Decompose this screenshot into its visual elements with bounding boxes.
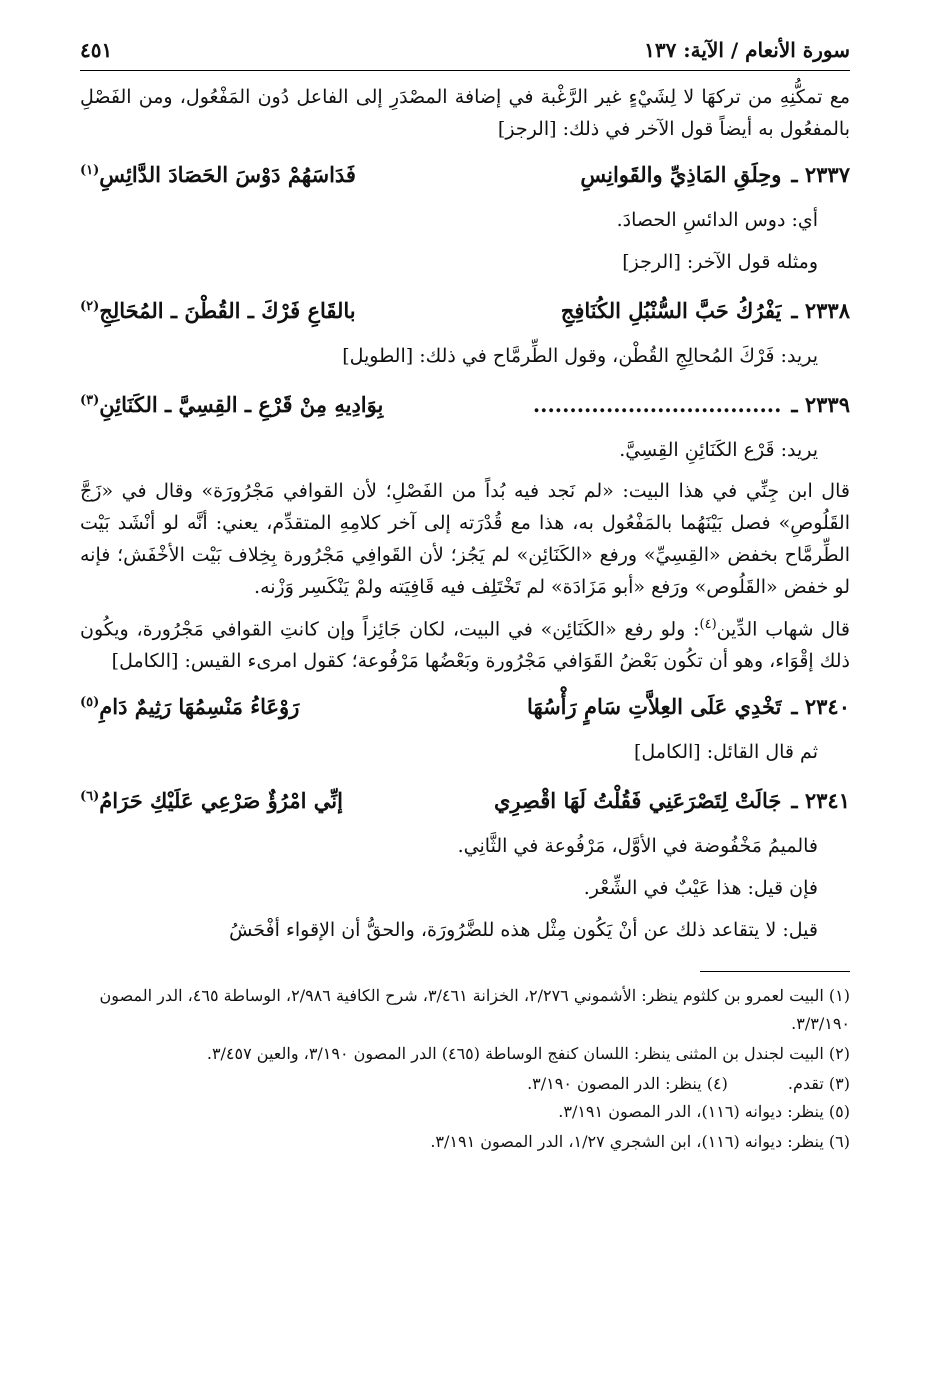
footnote-separator [700,971,850,972]
book-page [80,30,850,1158]
footnote-mark: (٢) [80,299,100,314]
paragraph: أي: دوس الدائسِ الحصادَ. [616,209,818,231]
paragraph: فالميمُ مَخْفُوضة في الأوَّل، مَرْفُوعة في الثَّانِي. [457,835,818,858]
verse-2338 [80,287,850,331]
verse-first-hemistich: .................................. [532,392,782,417]
verse-2341 [80,777,850,821]
paragraph: قال شهاب الدِّين$^{(٤)}$: ولو رفع «الكَنَائِن» في البيت، لكان جَائِزاً وإن كانتِ القوافي مَجْرُورة، ويكُون ذلك إقْوَاء، وهو أن تكُون بَعْضُ القَوَافي مَجْرُورة وبَعْضُها مَرْفُوعة؛ كقول امرىء القيس: [الكامل] [80,617,850,673]
footnote-3: (٣) تقدم. [787,1074,850,1094]
paragraph: مع تمكُّنِهِ من تركهَا لا لِشَيْءٍ غير الرَّغْبة في إضافة المصْدَرِ إلى الفاعل دُون المَفْعُول، ومن الفَصْلِ بالمفعُول به أيضاً قول الآخر في ذلك: [الرجز] [80,86,850,140]
surah-title: سورة الأنعام / الآية: ١٣٧ [644,38,850,62]
verse-number: ٢٣٣٨ ـ [791,298,850,323]
footnote-mark: (٤) [699,617,717,632]
verse-first-hemistich: جَالَتْ لِتَصْرَعَنِي فَقُلْتُ لَهَا اقْصِرِي [494,788,782,814]
verse-first-hemistich: وحِلَقِ المَاذِيِّ والقَوانِسِ [580,162,782,187]
footnote-mark: (٥) [80,695,100,711]
paragraph: قيل: لا يتقاعد ذلك عن أنْ يَكُون مِثْل هذه للضَّرُورَة، والحقُّ أن الإقواء أفْحَشُ [229,919,818,942]
paragraph: قال ابن جِنِّي في هذا البيت: «لم نَجد فيه بُداً من الفَصْلِ؛ لأن القوافي مَجْرُورَة» وقال في «زَجَّ القَلُوصِ» فصل بَيْنَهُما بالمَفْعُول به، هذا مع قُدْرَته إلى آخر كلامِهِ المتقدِّم، يعني: أنَّه لو أنْشَد بَيْت الطِّرمَّاح بخفض «القِسِيِّ» ورفع «الكَنَائِن» لم يَجُز؛ لأن القَوافِي مَجْرُورة بِخِلاف بَيْت الأخْفَش؛ فإنه لو خفض «القَلُوص» ورَفع «أبو مَزَادَة» لم تَخْتَلِف فيه قَافِيَته ولمْ يَنْكَسِر وَزْنه. [80,480,850,598]
paragraph: يريد: فَرْكَ المُحالِجِ القُطْن، وقول الطِّرمَّاح في ذلك: [الطويل] [342,345,818,367]
main-text [80,81,850,947]
verse-first-hemistich: تَخْدِي عَلَى العِلاَّتِ سَامٍ رَأْسُهَا [527,694,782,720]
verse-second-hemistich: رَوْعَاءُ مَنْسِمُهَا رَثِيمٌ دَامِ$^{(٥)}$ [80,694,300,720]
verse-second-hemistich: إنِّي امْرُؤٌ صَرْعِي عَلَيْكِ حَرَامُ$^{(٦)}$ [80,788,343,814]
footnote-6: (٦) ينظر: ديوانه (١١٦)، ابن الشجري ١/٢٧، الدر المصون ٣/١٩١. [430,1132,850,1152]
running-header [80,30,850,71]
verse-number: ٢٣٣٧ ـ [791,162,850,187]
paragraph: ثم قال القائل: [الكامل] [633,741,818,764]
footnote-2: (٢) البيت لجندل بن المثنى ينظر: اللسان كنفج الوساطة (٤٦٥) الدر المصون ٣/١٩٠، والعين ٣/٤٥٧. [206,1044,850,1064]
verse-number: ٢٣٤٠ ـ [791,694,850,720]
verse-number: ٢٣٤١ ـ [791,788,850,814]
paragraph: فإن قيل: هذا عَيْبٌ في الشِّعْر. [583,877,818,900]
verse-2340 [80,683,850,727]
footnote-mark: (١) [80,163,100,178]
page-number: ٤٥١ [80,38,113,62]
footnote-5: (٥) ينظر: ديوانه (١١٦)، الدر المصون ٣/١٩١. [558,1102,850,1122]
paragraph: ومثله قول الآخر: [الرجز] [622,251,818,273]
footnote-4: (٤) ينظر: الدر المصون ٣/١٩٠. [527,1074,728,1094]
footnote-mark: (٦) [80,789,100,805]
footnote-row [80,1070,850,1098]
footnote-1: (١) البيت لعمرو بن كلثوم ينظر: الأشموني ٢/٢٧٦، الخزانة ٣/٤٦١، شرح الكافية ٢/٩٨٦، الوساطة ٤٦٥، الدر المصون ٣/٣/١٩٠. [99,986,850,1034]
footnote-mark: (٣) [80,393,100,408]
verse-second-hemistich: بِوَادِيهِ مِنْ قَرْعِ ـ القِسِيَّ ـ الكَنَائِنِ$^{(٣)}$ [80,392,384,417]
verse-first-hemistich: يَفْرُكُ حَبَّ السُّنْبُلِ الكُنَافِجِ [560,298,782,323]
verse-2339 [80,381,850,425]
paragraph: يريد: قَرْع الكَنَائِنِ القِسِيَّ. [619,439,818,461]
verse-second-hemistich: بالقَاعِ فَرْكَ ـ القُطْنَ ـ المُحَالِجِ$^{(٢)}$ [80,298,356,323]
verse-second-hemistich: فَدَاسَهُمْ دَوْسَ الحَصَادَ الدَّائِسِ$^{(١)}$ [80,162,356,187]
footnotes [80,982,850,1156]
verse-number: ٢٣٣٩ ـ [791,392,850,417]
verse-2337 [80,151,850,195]
